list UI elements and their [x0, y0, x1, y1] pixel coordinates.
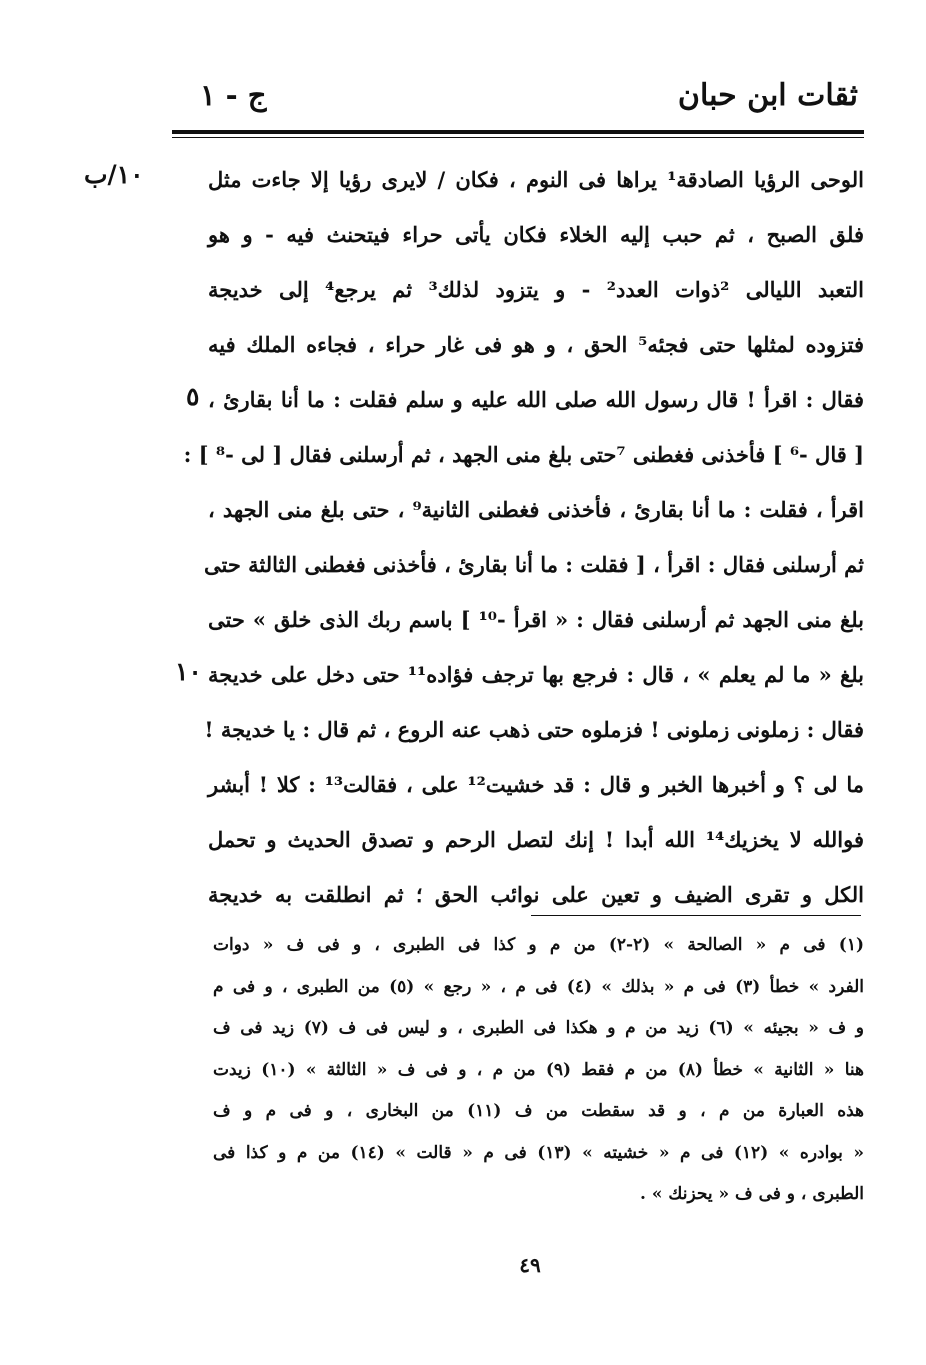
- text-line: اقرأ ، فقلت : ما أنا بقارئ ، فأخذنى فغطنى الثانية⁹ ، حتى بلغ منى الجهد ،: [208, 497, 864, 522]
- text-line: فقال : زملونى زملونى ! فزملوه حتى ذهب عنه الروع ، ثم قال : يا خديجة !: [204, 717, 864, 742]
- text-line: [ قال -⁶ ] فأخذنى فغطنى ⁷حتى بلغ منى الجهد ، ثم أرسلنى فقال [ لى -⁸ ] :: [183, 442, 864, 467]
- text-line: الكل و تقرى الضيف و تعين على نوائب الحق ؛ ثم انطلقت به خديجة: [208, 882, 864, 907]
- footnote-rule: [531, 915, 861, 916]
- page-number: ٤٩: [519, 1253, 541, 1277]
- footnote-line: الفرد » خطأ (٣) فى م « بذلك » (٤) فى م ، « رجع » (٥) من الطبرى ، و فى م: [213, 976, 864, 997]
- text-line: الوحى الرؤيا الصادقة¹ يراها فى النوم ، فكان / لايرى رؤيا إلا جاءت مثل: [208, 167, 864, 192]
- footnote-line: هنا « الثانية » خطأ (٨) من م فقط (٩) من م ، و فى ف « الثالثة » (١٠) زيدت: [213, 1059, 864, 1080]
- text-line: بلغ « ما لم يعلم » ، قال : فرجع بها ترجف فؤاده¹¹ حتى دخل على خديجة: [208, 662, 865, 687]
- line-number-5: ٥: [186, 382, 200, 411]
- footnote-line: هذه العبارة من م ، و قد سقطت من ف (١١) من البخارى ، و فى م و ف: [213, 1101, 864, 1121]
- text-line: فتزوده لمثلها حتى فجئه⁵ الحق ، و هو فى غار حراء ، فجاءه الملك فيه: [208, 332, 864, 357]
- text-line: ثم أرسلنى فقال : اقرأ ، [ فقلت : ما أنا بقارئ ، فأخذنى فغطنى الثالثة حتى: [204, 552, 864, 577]
- text-line: ما لى ؟ و أخبرها الخبر و قال : قد خشيت¹² على ، فقالت¹³ : كلا ! أبشر: [208, 772, 864, 797]
- line-number-10: ١٠: [175, 657, 202, 686]
- header-rule-thin: [172, 137, 864, 138]
- text-line: فلق الصبح ، ثم حبب إليه الخلاء فكان يأتى حراء فيتحنث فيه - و هو: [208, 222, 864, 247]
- footnotes: [213, 925, 864, 1216]
- header-rule: [172, 130, 864, 134]
- text-line: فقال : اقرأ ! قال رسول الله صلى الله عليه و سلم فقلت : ما أنا بقارئ ،: [208, 387, 864, 412]
- footnote-line: « بوادره » (١٢) فى م « خشيته » (١٣) فى م « قالت » (١٤) من م و كذا فى: [213, 1142, 864, 1163]
- text-line: بلغ منى الجهد ثم أرسلنى فقال : « اقرأ -¹⁰ ] باسم ربك الذى خلق » حتى: [208, 607, 864, 632]
- footnote-line: (١) فى م « الصالحة » (٢-٢) من م و كذا فى الطبرى ، و فى ف « دوات: [213, 935, 865, 955]
- footnote-line: الطبرى ، و فى ف « يحزنك » .: [640, 1184, 864, 1204]
- footnote-line: و ف « بجيئه » (٦) زيد من م و هكذا فى الطبرى ، و ليس فى ف (٧) زيد فى ف: [213, 1018, 864, 1038]
- volume-label: ج - ١: [200, 78, 267, 112]
- text-line: التعبد الليالى ²ذوات العدد² - و يتزود لذلك³ ثم يرجع⁴ إلى خديجة: [208, 277, 864, 302]
- text-line: فوالله لا يخزيك¹⁴ الله أبدا ! إنك لتصل الرحم و تصدق الحديث و تحمل: [208, 827, 864, 852]
- running-title: ثقات ابن حبان: [677, 78, 858, 113]
- folio-marker: ١٠/ب: [84, 160, 144, 189]
